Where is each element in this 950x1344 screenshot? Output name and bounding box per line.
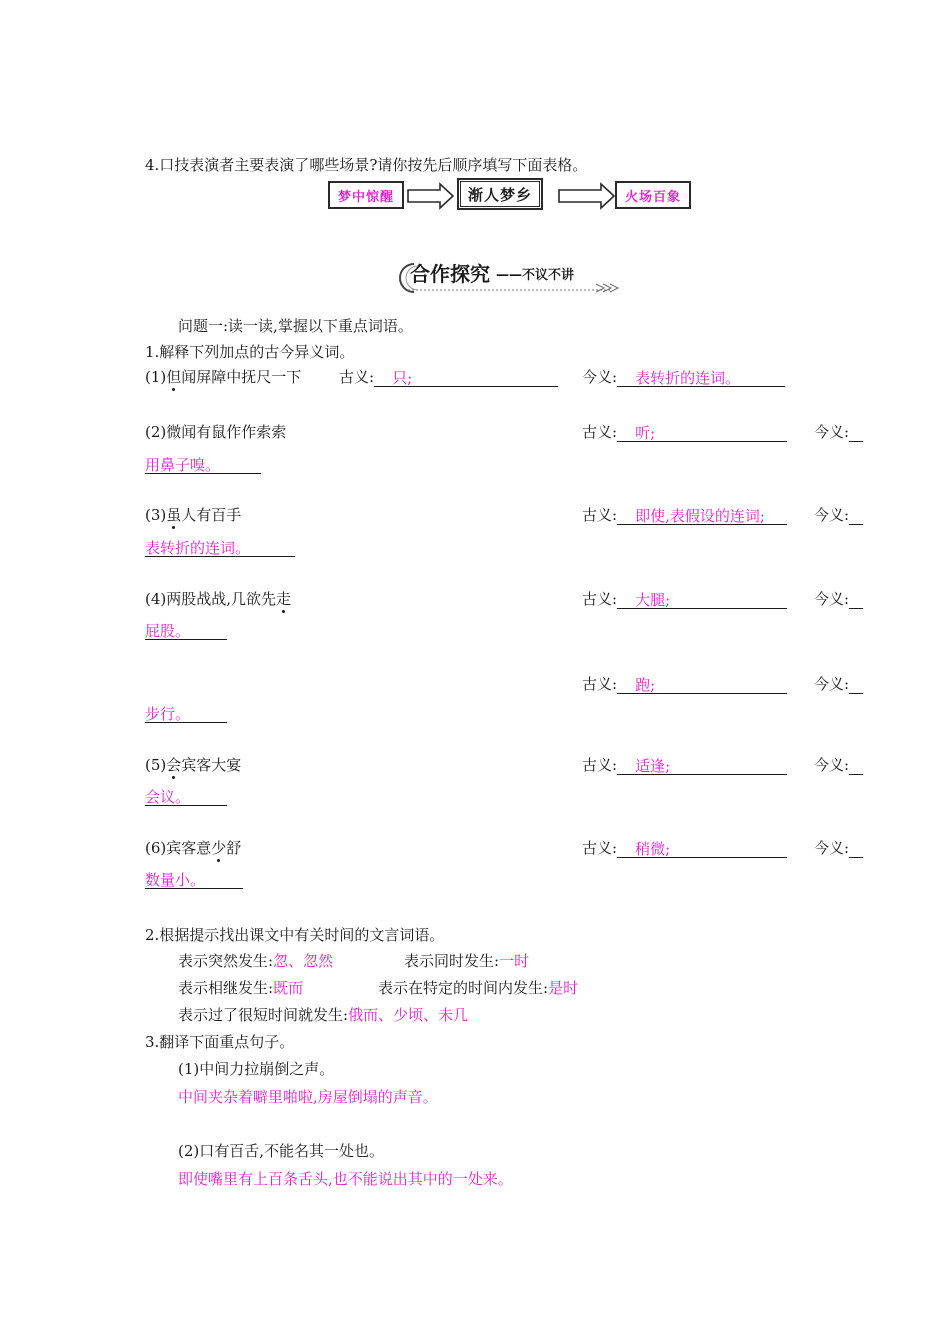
- item-3-jin-line: [145, 537, 295, 557]
- item-6-jin-answer: 数量小。: [145, 871, 206, 889]
- part1-heading: 1.解释下列加点的古今异义词。: [145, 343, 355, 361]
- flow-box-1: [328, 181, 404, 209]
- dotted-char: 走: [276, 590, 292, 608]
- part2-heading: 2.根据提示找出课文中有关时间的文言词语。: [145, 926, 445, 944]
- item-2-jin-answer: 用鼻子嗅。: [145, 456, 221, 474]
- section-title-text: 合作探究: [410, 262, 490, 286]
- flow-answer-1: 梦中惊醒: [337, 189, 394, 205]
- item-5-gu-answer: 适逢;: [635, 757, 671, 775]
- item-5-jin: 今义:: [814, 755, 863, 775]
- problem1-heading: 问题一:读一读,掌握以下重点词语。: [178, 317, 413, 335]
- item-2-jin: 今义:: [814, 422, 863, 442]
- item-3-text: (3)虽人有百手: [145, 506, 242, 524]
- item-2-gu: 古义: 听;: [582, 422, 787, 442]
- item-6-text: (6)宾客意少舒: [145, 839, 242, 857]
- item-6-jin: 今义:: [814, 838, 863, 858]
- item-5-jin-answer: 会议。: [145, 788, 191, 806]
- item-4b-gu-answer: 跑;: [635, 676, 656, 694]
- item-3-gu-answer: 即使,表假设的连词;: [635, 507, 765, 525]
- part2-row-1: 表示突然发生:忽、忽然: [178, 952, 334, 970]
- item-4b-jin: 今义:: [814, 674, 863, 694]
- item-1-jin: 今义: 表转折的连词。: [582, 367, 785, 387]
- dotted-char: 但: [166, 368, 182, 386]
- item-1-gu: 古义: 只;: [339, 367, 558, 387]
- item-4-jin: 今义:: [814, 589, 863, 609]
- item-1-gu-answer: 只;: [392, 369, 413, 387]
- item-6-gu: 古义: 稍微;: [582, 838, 787, 858]
- item-4b-jin-line: [145, 703, 227, 723]
- dotted-char: 会: [166, 756, 182, 774]
- part3-answer-1: 中间夹杂着噼里啪啦,房屋倒塌的声音。: [178, 1088, 438, 1106]
- dotted-char: 少: [211, 839, 227, 857]
- item-1-jin-answer: 表转折的连词。: [635, 369, 741, 387]
- section-title: [396, 258, 626, 298]
- flow-box-3: [615, 181, 691, 209]
- item-3-jin-answer: 表转折的连词。: [145, 539, 251, 557]
- item-5-gu: 古义: 适逢;: [582, 755, 787, 775]
- item-4-gu-answer: 大腿;: [635, 591, 671, 609]
- flow-box-2: [457, 178, 543, 210]
- item-3-jin: 今义:: [814, 505, 863, 525]
- item-2-jin-line: [145, 454, 261, 474]
- part2-row-2: 表示相继发生:既而: [178, 979, 304, 997]
- arrow-icon: [557, 182, 617, 210]
- part3-heading: 3.翻译下面重点句子。: [145, 1033, 295, 1051]
- item-5-jin-line: [145, 786, 227, 806]
- part3-answer-2: 即使嘴里有上百条舌头,也不能说出其中的一处来。: [178, 1170, 513, 1188]
- item-4b-jin-answer: 步行。: [145, 705, 191, 723]
- flow-answer-3: 火场百象: [624, 189, 681, 205]
- q4-question: 4.口技表演者主要表演了哪些场景?请你按先后顺序填写下面表格。: [145, 156, 588, 174]
- item-2-text: (2)微闻有鼠作作索索: [145, 423, 287, 441]
- part3-question-2: (2)口有百舌,不能名其一处也。: [178, 1142, 385, 1160]
- flow-label-2: 渐人梦乡: [467, 185, 532, 204]
- part2-row-1b: 表示同时发生:一时: [404, 952, 530, 970]
- part2-row-2b: 表示在特定的时间内发生:是时: [378, 979, 579, 997]
- arrow-icon: [406, 182, 456, 210]
- item-6-jin-line: [145, 869, 243, 889]
- item-3-gu: 古义: 即使,表假设的连词;: [582, 505, 787, 525]
- item-1-text: (1)但闻屏障中抚尺一下: [145, 368, 302, 386]
- item-5-text: (5)会宾客大宴: [145, 756, 242, 774]
- part2-row-3: 表示过了很短时间就发生:俄而、少顷、未几: [178, 1006, 469, 1024]
- item-4-text: (4)两股战战,几欲先走: [145, 590, 292, 608]
- section-subtitle: ——不议不讲: [496, 268, 575, 283]
- item-4-gu: 古义: 大腿;: [582, 589, 787, 609]
- item-4b-gu: 古义: 跑;: [582, 674, 787, 694]
- item-4-jin-answer: 屁股。: [145, 622, 191, 640]
- item-4-jin-line: [145, 620, 227, 640]
- dotted-char: 虽: [166, 506, 182, 524]
- item-6-gu-answer: 稍微;: [635, 840, 671, 858]
- item-2-gu-answer: 听;: [635, 424, 656, 442]
- part3-question-1: (1)中间力拉崩倒之声。: [178, 1060, 335, 1078]
